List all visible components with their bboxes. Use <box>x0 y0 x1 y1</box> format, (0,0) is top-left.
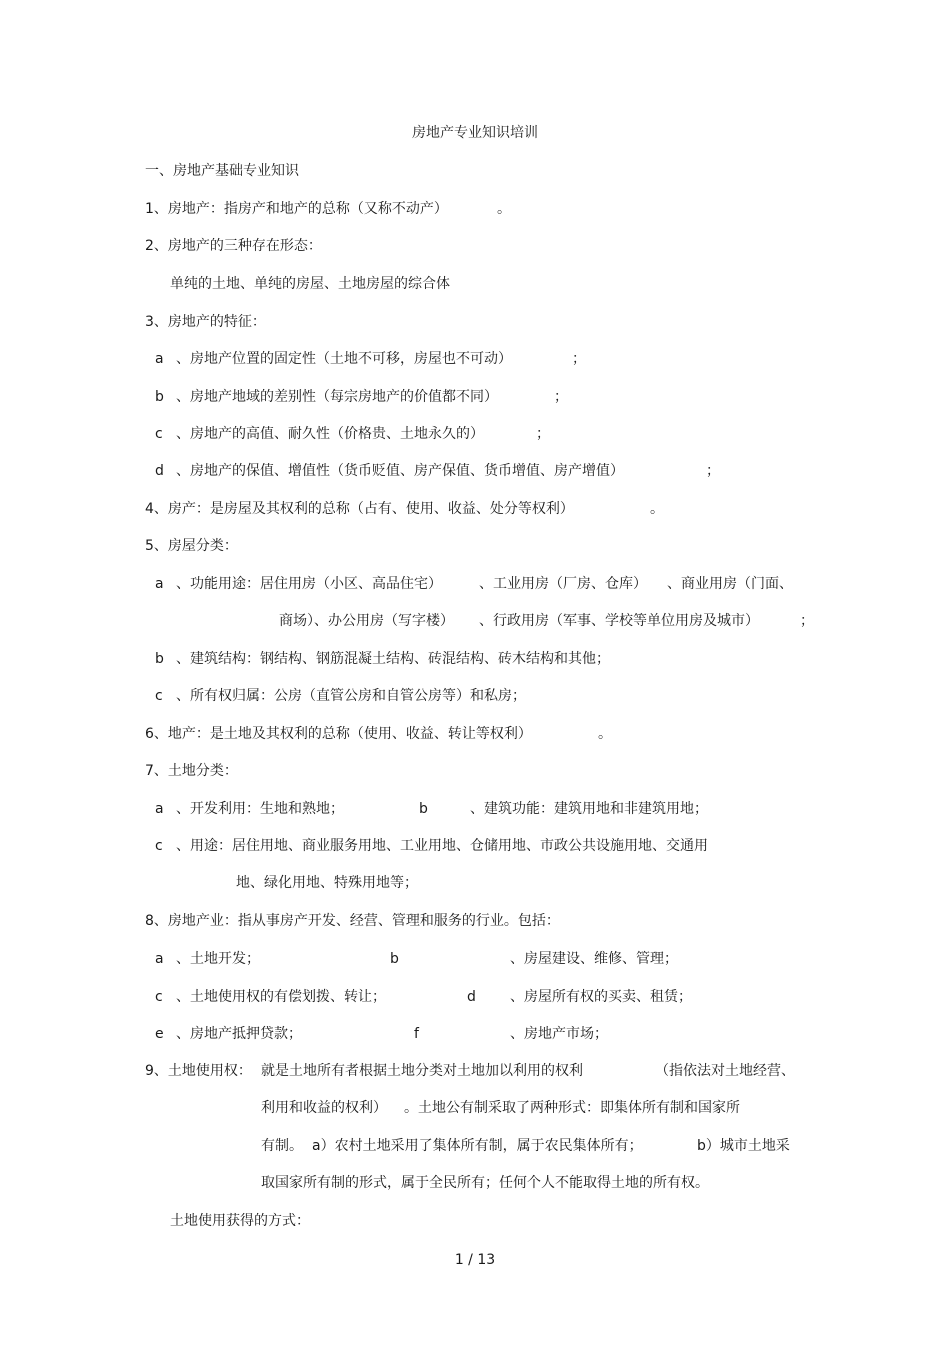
list-letter: e <box>155 1026 164 1042</box>
list-item: 、房地产市场； <box>510 1026 608 1042</box>
paragraph-6-end: 。 <box>598 726 612 742</box>
paragraph-9-line: （指依法对土地经营、 <box>655 1063 795 1079</box>
list-item-end: ； <box>800 613 814 629</box>
list-letter: b <box>390 951 399 967</box>
paragraph-3: 3、房地产的特征： <box>145 314 266 330</box>
list-letter: b <box>419 801 428 817</box>
paragraph-9-line: 有制。 <box>261 1138 303 1154</box>
list-item: 、用途：居住用地、商业服务用地、工业用地、仓储用地、市政公共设施用地、交通用 <box>176 838 708 854</box>
list-item: 、房地产的高值、耐久性（价格贵、土地永久的） <box>176 426 484 442</box>
list-item: 、开发利用：生地和熟地； <box>176 801 344 817</box>
list-item: 、房屋建设、维修、管理； <box>510 951 678 967</box>
list-letter: c <box>155 688 163 704</box>
section-heading: 一、房地产基础专业知识 <box>145 163 299 179</box>
paragraph-9-line: 利用和收益的权利） <box>261 1100 387 1116</box>
list-item: 、房地产的保值、增值性（货币贬值、房产保值、货币增值、房产增值） <box>176 463 624 479</box>
list-item: 、建筑结构：钢结构、钢筋混凝土结构、砖混结构、砖木结构和其他； <box>176 651 610 667</box>
list-item-end: ； <box>536 426 550 442</box>
page-title: 房地产专业知识培训 <box>412 125 538 141</box>
list-letter: c <box>155 838 163 854</box>
paragraph-9-line: 取国家所有制的形式，属于全民所有；任何个人不能取得土地的所有权。 <box>261 1175 709 1191</box>
list-item: 、房屋所有权的买卖、租赁； <box>510 989 692 1005</box>
paragraph-9-sub: 土地使用获得的方式： <box>170 1213 310 1229</box>
paragraph-9-line: a）农村土地采用了集体所有制，属于农民集体所有； <box>312 1138 643 1154</box>
paragraph-1: 1、房地产：指房产和地产的总称（又称不动产） <box>145 201 448 217</box>
list-item-part: 、商业用房（门面、 <box>667 576 793 592</box>
list-item: 、房地产地域的差别性（每宗房地产的价值都不同） <box>176 389 498 405</box>
paragraph-4: 4、房产：是房屋及其权利的总称（占有、使用、收益、处分等权利） <box>145 501 574 517</box>
paragraph-8: 8、房地产业：指从事房产开发、经营、管理和服务的行业。包括： <box>145 913 560 929</box>
list-item: 、功能用途：居住用房（小区、高品住宅） <box>176 576 442 592</box>
list-item-end: ； <box>706 463 720 479</box>
paragraph-9-label: 9、土地使用权： <box>145 1063 252 1079</box>
paragraph-1-end: 。 <box>497 201 511 217</box>
list-item-end: ； <box>572 351 586 367</box>
list-item-part: 、工业用房（厂房、仓库） <box>479 576 647 592</box>
list-item: 、建筑功能：建筑用地和非建筑用地； <box>470 801 708 817</box>
list-letter: a <box>155 801 164 817</box>
paragraph-9-line: b）城市土地采 <box>697 1138 790 1154</box>
list-item: 、土地开发； <box>176 951 260 967</box>
list-item-continuation: 地、绿化用地、特殊用地等； <box>236 875 418 891</box>
list-letter: a <box>155 951 164 967</box>
list-letter: b <box>155 389 164 405</box>
paragraph-5: 5、房屋分类： <box>145 538 238 554</box>
paragraph-6: 6、地产：是土地及其权利的总称（使用、收益、转让等权利） <box>145 726 532 742</box>
list-letter: b <box>155 651 164 667</box>
paragraph-2: 2、房地产的三种存在形态： <box>145 238 322 254</box>
list-letter: c <box>155 989 163 1005</box>
list-letter: a <box>155 351 164 367</box>
list-item: 、所有权归属：公房（直管公房和自管公房等）和私房； <box>176 688 526 704</box>
paragraph-9-line: 。土地公有制采取了两种形式：即集体所有制和国家所 <box>404 1100 740 1116</box>
list-item-end: ； <box>554 389 568 405</box>
list-item: 、土地使用权的有偿划拨、转让； <box>176 989 386 1005</box>
list-item: 、房地产抵押贷款； <box>176 1026 302 1042</box>
list-letter: c <box>155 426 163 442</box>
paragraph-9-line: 就是土地所有者根据土地分类对土地加以利用的权利 <box>261 1063 583 1079</box>
list-item: 、房地产位置的固定性（土地不可移，房屋也不可动） <box>176 351 512 367</box>
paragraph-7: 7、土地分类： <box>145 763 238 779</box>
list-letter: f <box>414 1026 419 1042</box>
list-letter: a <box>155 576 164 592</box>
paragraph-2-sub: 单纯的土地、单纯的房屋、土地房屋的综合体 <box>170 276 450 292</box>
page-number: 1 / 13 <box>454 1252 496 1268</box>
list-item-part: 、行政用房（军事、学校等单位用房及城市） <box>479 613 759 629</box>
list-letter: d <box>155 463 164 479</box>
list-letter: d <box>467 989 476 1005</box>
list-item-continuation: 商场）、办公用房（写字楼） <box>279 613 454 629</box>
paragraph-4-end: 。 <box>650 501 664 517</box>
